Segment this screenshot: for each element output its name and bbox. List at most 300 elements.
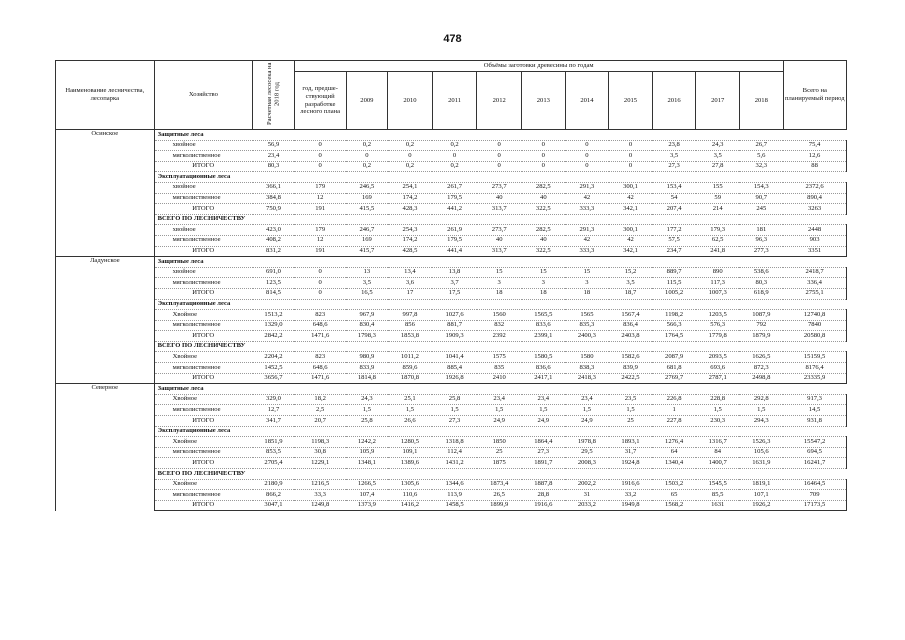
volume-value: 838,3 xyxy=(565,363,609,374)
volume-value: 26,7 xyxy=(739,140,783,151)
volume-value: 24,9 xyxy=(522,416,566,427)
volume-value: 1926,8 xyxy=(432,373,477,384)
table-row xyxy=(56,490,847,501)
volume-value: 1373,9 xyxy=(346,500,388,511)
section-row xyxy=(56,426,847,437)
volume-value: 27,8 xyxy=(696,161,740,172)
volume-value: 273,7 xyxy=(477,182,522,193)
total-value: 15159,5 xyxy=(783,352,846,363)
volume-value: 1567,4 xyxy=(609,310,653,321)
volume-value: 254,1 xyxy=(388,182,433,193)
volume-value: 18 xyxy=(522,288,566,299)
volume-value: 31 xyxy=(565,490,609,501)
volume-value: 333,3 xyxy=(565,246,609,257)
forestry-name: Ладунское xyxy=(56,257,155,384)
section-title: ВСЕГО ПО ЛЕСНИЧЕСТВУ xyxy=(154,214,846,225)
volume-value: 0 xyxy=(477,161,522,172)
volume-value: 1,5 xyxy=(739,405,783,416)
total-value: 88 xyxy=(783,161,846,172)
volume-value: 0 xyxy=(294,288,346,299)
volume-value: 1568,2 xyxy=(652,500,696,511)
section-title: Защитные леса xyxy=(154,257,846,268)
species-type: хвойное xyxy=(154,182,253,193)
volume-value: 1891,7 xyxy=(522,458,566,469)
volume-value: 5,6 xyxy=(739,151,783,162)
volume-value: 18,2 xyxy=(294,394,346,405)
volume-value: 342,1 xyxy=(609,204,653,215)
volume-value: 40 xyxy=(522,235,566,246)
allowable-cut-value: 1329,0 xyxy=(253,320,295,331)
total-value: 890,4 xyxy=(783,193,846,204)
section-row xyxy=(56,384,847,395)
volume-value: 179,3 xyxy=(696,225,740,236)
volume-value: 823 xyxy=(294,310,346,321)
volume-value: 300,1 xyxy=(609,182,653,193)
volume-value: 428,3 xyxy=(388,204,433,215)
volume-value: 1,5 xyxy=(696,405,740,416)
volume-value: 25 xyxy=(609,416,653,427)
table-row xyxy=(56,151,847,162)
volume-value: 0 xyxy=(565,161,609,172)
volume-value: 1280,5 xyxy=(388,437,433,448)
species-type: Хвойное xyxy=(154,352,253,363)
header-forestry: Наименование лесничества, лесопарка xyxy=(56,61,155,130)
species-type: мягколиственное xyxy=(154,363,253,374)
allowable-cut-value: 814,5 xyxy=(253,288,295,299)
total-value: 2755,1 xyxy=(783,288,846,299)
allowable-cut-value: 384,8 xyxy=(253,193,295,204)
volume-value: 25,8 xyxy=(432,394,477,405)
volume-value: 177,2 xyxy=(652,225,696,236)
volume-value: 3,5 xyxy=(346,278,388,289)
total-value: 16464,5 xyxy=(783,479,846,490)
volume-value: 282,5 xyxy=(522,182,566,193)
section-row xyxy=(56,341,847,352)
volume-value: 2087,9 xyxy=(652,352,696,363)
volume-value: 980,9 xyxy=(346,352,388,363)
volume-value: 18 xyxy=(477,288,522,299)
volume-value: 0 xyxy=(522,151,566,162)
header-volumes-by-year: Объёмы заготовки древесины по годам xyxy=(294,61,783,72)
volume-value: 246,5 xyxy=(346,182,388,193)
volume-value: 13 xyxy=(346,267,388,278)
table-row xyxy=(56,479,847,490)
total-row xyxy=(56,373,847,384)
table-body xyxy=(56,130,847,511)
volume-value: 191 xyxy=(294,204,346,215)
volume-value: 415,7 xyxy=(346,246,388,257)
volume-value: 2769,7 xyxy=(652,373,696,384)
volume-value: 2498,8 xyxy=(739,373,783,384)
volume-value: 0 xyxy=(294,140,346,151)
species-type: Хвойное xyxy=(154,310,253,321)
allowable-cut-value: 2180,9 xyxy=(253,479,295,490)
volume-value: 856 xyxy=(388,320,433,331)
volume-value: 227,8 xyxy=(652,416,696,427)
section-title: ВСЕГО ПО ЛЕСНИЧЕСТВУ xyxy=(154,341,846,352)
volume-value: 1870,8 xyxy=(388,373,433,384)
volume-value: 181 xyxy=(739,225,783,236)
volume-value: 3 xyxy=(522,278,566,289)
volume-value: 415,5 xyxy=(346,204,388,215)
volume-value: 1,5 xyxy=(609,405,653,416)
species-type: хвойное xyxy=(154,140,253,151)
total-value: 3351 xyxy=(783,246,846,257)
volume-value: 1007,3 xyxy=(696,288,740,299)
species-type: мягколиственное xyxy=(154,278,253,289)
volume-value: 428,5 xyxy=(388,246,433,257)
species-type: ИТОГО xyxy=(154,204,253,215)
volume-value: 1582,6 xyxy=(609,352,653,363)
volume-value: 1978,8 xyxy=(565,437,609,448)
table-row xyxy=(56,140,847,151)
total-value: 17173,5 xyxy=(783,500,846,511)
volume-value: 2,5 xyxy=(294,405,346,416)
volume-value: 1631 xyxy=(696,500,740,511)
total-value: 12740,8 xyxy=(783,310,846,321)
volume-value: 836,4 xyxy=(609,320,653,331)
volume-value: 1887,8 xyxy=(522,479,566,490)
allowable-cut-value: 80,3 xyxy=(253,161,295,172)
volume-value: 1560 xyxy=(477,310,522,321)
volume-value: 110,6 xyxy=(388,490,433,501)
volume-value: 2787,1 xyxy=(696,373,740,384)
allowable-cut-value: 329,0 xyxy=(253,394,295,405)
volume-value: 1242,2 xyxy=(346,437,388,448)
total-value: 15547,2 xyxy=(783,437,846,448)
table-row xyxy=(56,182,847,193)
volume-value: 277,3 xyxy=(739,246,783,257)
table-row xyxy=(56,447,847,458)
table-row xyxy=(56,352,847,363)
volume-value: 245 xyxy=(739,204,783,215)
section-title: Эксплуатационные леса xyxy=(154,299,846,310)
volume-value: 1526,3 xyxy=(739,437,783,448)
header-year: 2011 xyxy=(432,72,477,130)
volume-value: 64 xyxy=(652,447,696,458)
header-year: 2013 xyxy=(522,72,566,130)
volume-value: 23,8 xyxy=(652,140,696,151)
total-row xyxy=(56,288,847,299)
volume-value: 1850 xyxy=(477,437,522,448)
allowable-cut-value: 866,2 xyxy=(253,490,295,501)
volume-value: 228,8 xyxy=(696,394,740,405)
volume-value: 881,7 xyxy=(432,320,477,331)
volume-value: 833,6 xyxy=(522,320,566,331)
volume-value: 0 xyxy=(609,140,653,151)
volume-value: 15 xyxy=(477,267,522,278)
volume-value: 169 xyxy=(346,235,388,246)
volume-value: 13,8 xyxy=(432,267,477,278)
volume-value: 2392 xyxy=(477,331,522,342)
volume-value: 179 xyxy=(294,182,346,193)
total-row xyxy=(56,416,847,427)
header-year: 2012 xyxy=(477,72,522,130)
total-row xyxy=(56,458,847,469)
volume-value: 27,3 xyxy=(432,416,477,427)
volume-value: 57,5 xyxy=(652,235,696,246)
volume-value: 1,5 xyxy=(346,405,388,416)
volume-value: 12 xyxy=(294,235,346,246)
volume-value: 1087,9 xyxy=(739,310,783,321)
volume-value: 105,9 xyxy=(346,447,388,458)
volume-value: 54 xyxy=(652,193,696,204)
volume-value: 1565 xyxy=(565,310,609,321)
table-row xyxy=(56,310,847,321)
volume-value: 859,6 xyxy=(388,363,433,374)
volume-value: 3 xyxy=(565,278,609,289)
volume-value: 1565,5 xyxy=(522,310,566,321)
volume-value: 1216,5 xyxy=(294,479,346,490)
volume-value: 117,3 xyxy=(696,278,740,289)
species-type: мягколиственное xyxy=(154,447,253,458)
volume-value: 2418,3 xyxy=(565,373,609,384)
table-row xyxy=(56,394,847,405)
allowable-cut-value: 2204,2 xyxy=(253,352,295,363)
total-row xyxy=(56,204,847,215)
species-type: Хвойное xyxy=(154,479,253,490)
volume-value: 273,7 xyxy=(477,225,522,236)
volume-value: 31,7 xyxy=(609,447,653,458)
volume-value: 792 xyxy=(739,320,783,331)
species-type: ИТОГО xyxy=(154,416,253,427)
allowable-cut-value: 123,5 xyxy=(253,278,295,289)
header-allowable-cut xyxy=(253,61,295,130)
volume-value: 2422,5 xyxy=(609,373,653,384)
volume-value: 174,2 xyxy=(388,235,433,246)
species-type: мягколиственное xyxy=(154,235,253,246)
volume-value: 27,3 xyxy=(522,447,566,458)
volume-value: 1779,8 xyxy=(696,331,740,342)
total-value: 23335,9 xyxy=(783,373,846,384)
volume-value: 1389,6 xyxy=(388,458,433,469)
page-number: 478 xyxy=(443,33,462,45)
volume-value: 889,7 xyxy=(652,267,696,278)
volume-value: 115,5 xyxy=(652,278,696,289)
volume-value: 1,5 xyxy=(388,405,433,416)
volume-value: 107,4 xyxy=(346,490,388,501)
volume-value: 291,3 xyxy=(565,225,609,236)
total-row xyxy=(56,161,847,172)
volume-value: 1348,1 xyxy=(346,458,388,469)
volume-value: 112,4 xyxy=(432,447,477,458)
volume-value: 90,7 xyxy=(739,193,783,204)
volume-value: 1764,5 xyxy=(652,331,696,342)
volume-value: 1344,6 xyxy=(432,479,477,490)
total-value: 7840 xyxy=(783,320,846,331)
volume-value: 16,5 xyxy=(346,288,388,299)
volume-value: 1203,5 xyxy=(696,310,740,321)
volume-value: 230,3 xyxy=(696,416,740,427)
volume-value: 33,3 xyxy=(294,490,346,501)
volume-value: 1626,5 xyxy=(739,352,783,363)
volume-value: 25 xyxy=(477,447,522,458)
forestry-name: Осинское xyxy=(56,130,155,257)
volume-value: 214 xyxy=(696,204,740,215)
volume-value: 0 xyxy=(477,151,522,162)
volume-value: 836,6 xyxy=(522,363,566,374)
volume-value: 42 xyxy=(609,235,653,246)
volume-value: 1503,2 xyxy=(652,479,696,490)
header-prev-year: год, предше-ствующий разработке лесного плана xyxy=(294,72,346,130)
volume-value: 23,4 xyxy=(522,394,566,405)
species-type: ИТОГО xyxy=(154,288,253,299)
volume-value: 3 xyxy=(477,278,522,289)
volume-value: 1926,2 xyxy=(739,500,783,511)
harvest-volume-table xyxy=(55,60,847,511)
volume-value: 25,1 xyxy=(388,394,433,405)
volume-value: 15 xyxy=(522,267,566,278)
volume-value: 322,5 xyxy=(522,204,566,215)
total-value: 3263 xyxy=(783,204,846,215)
volume-value: 1899,9 xyxy=(477,500,522,511)
volume-value: 1041,4 xyxy=(432,352,477,363)
total-value: 20580,8 xyxy=(783,331,846,342)
volume-value: 13,4 xyxy=(388,267,433,278)
volume-value: 2410 xyxy=(477,373,522,384)
table-row xyxy=(56,405,847,416)
species-type: ИТОГО xyxy=(154,161,253,172)
total-value: 12,6 xyxy=(783,151,846,162)
table-row xyxy=(56,363,847,374)
volume-value: 153,4 xyxy=(652,182,696,193)
volume-value: 261,9 xyxy=(432,225,477,236)
volume-value: 0,2 xyxy=(388,140,433,151)
volume-value: 566,3 xyxy=(652,320,696,331)
section-row xyxy=(56,469,847,480)
volume-value: 1400,7 xyxy=(696,458,740,469)
volume-value: 0 xyxy=(294,278,346,289)
section-title: Эксплуатационные леса xyxy=(154,426,846,437)
volume-value: 1879,9 xyxy=(739,331,783,342)
volume-value: 0 xyxy=(609,161,653,172)
table-row xyxy=(56,320,847,331)
volume-value: 2008,3 xyxy=(565,458,609,469)
section-row xyxy=(56,299,847,310)
volume-value: 234,7 xyxy=(652,246,696,257)
volume-value: 967,9 xyxy=(346,310,388,321)
volume-value: 96,3 xyxy=(739,235,783,246)
allowable-cut-value: 1851,9 xyxy=(253,437,295,448)
total-value: 75,4 xyxy=(783,140,846,151)
volume-value: 241,8 xyxy=(696,246,740,257)
volume-value: 174,2 xyxy=(388,193,433,204)
volume-value: 830,4 xyxy=(346,320,388,331)
allowable-cut-value: 56,9 xyxy=(253,140,295,151)
section-row xyxy=(56,214,847,225)
volume-value: 15,2 xyxy=(609,267,653,278)
volume-value: 1340,4 xyxy=(652,458,696,469)
volume-value: 24,9 xyxy=(565,416,609,427)
volume-value: 0,2 xyxy=(388,161,433,172)
species-type: ИТОГО xyxy=(154,500,253,511)
volume-value: 33,2 xyxy=(609,490,653,501)
volume-value: 20,7 xyxy=(294,416,346,427)
volume-value: 313,7 xyxy=(477,204,522,215)
total-value: 14,5 xyxy=(783,405,846,416)
allowable-cut-value: 366,1 xyxy=(253,182,295,193)
volume-value: 25,8 xyxy=(346,416,388,427)
volume-value: 62,5 xyxy=(696,235,740,246)
volume-value: 26,5 xyxy=(477,490,522,501)
volume-value: 0,2 xyxy=(346,161,388,172)
volume-value: 1,5 xyxy=(432,405,477,416)
section-title: Защитные леса xyxy=(154,130,846,141)
volume-value: 261,7 xyxy=(432,182,477,193)
header-year: 2015 xyxy=(609,72,653,130)
volume-value: 1814,8 xyxy=(346,373,388,384)
volume-value: 1819,1 xyxy=(739,479,783,490)
volume-value: 313,7 xyxy=(477,246,522,257)
volume-value: 618,9 xyxy=(739,288,783,299)
volume-value: 28,8 xyxy=(522,490,566,501)
volume-value: 1798,3 xyxy=(346,331,388,342)
volume-value: 833,9 xyxy=(346,363,388,374)
volume-value: 1 xyxy=(652,405,696,416)
volume-value: 1249,8 xyxy=(294,500,346,511)
volume-value: 648,6 xyxy=(294,320,346,331)
total-value: 2418,7 xyxy=(783,267,846,278)
section-title: Эксплуатационные леса xyxy=(154,172,846,183)
volume-value: 1027,6 xyxy=(432,310,477,321)
allowable-cut-value: 341,7 xyxy=(253,416,295,427)
volume-value: 155 xyxy=(696,182,740,193)
volume-value: 24,3 xyxy=(346,394,388,405)
volume-value: 23,4 xyxy=(477,394,522,405)
volume-value: 1198,3 xyxy=(294,437,346,448)
volume-value: 2403,8 xyxy=(609,331,653,342)
volume-value: 254,3 xyxy=(388,225,433,236)
volume-value: 0 xyxy=(388,151,433,162)
volume-value: 105,6 xyxy=(739,447,783,458)
volume-value: 3,7 xyxy=(432,278,477,289)
volume-value: 40 xyxy=(477,235,522,246)
volume-value: 291,3 xyxy=(565,182,609,193)
volume-value: 322,5 xyxy=(522,246,566,257)
volume-value: 1949,8 xyxy=(609,500,653,511)
volume-value: 2093,5 xyxy=(696,352,740,363)
volume-value: 2400,3 xyxy=(565,331,609,342)
volume-value: 681,8 xyxy=(652,363,696,374)
table-row xyxy=(56,225,847,236)
volume-value: 823 xyxy=(294,352,346,363)
section-title: ВСЕГО ПО ЛЕСНИЧЕСТВУ xyxy=(154,469,846,480)
allowable-cut-value: 1513,2 xyxy=(253,310,295,321)
species-type: ИТОГО xyxy=(154,331,253,342)
volume-value: 179 xyxy=(294,225,346,236)
volume-value: 85,5 xyxy=(696,490,740,501)
total-value: 8176,4 xyxy=(783,363,846,374)
volume-value: 29,5 xyxy=(565,447,609,458)
volume-value: 154,3 xyxy=(739,182,783,193)
volume-value: 0 xyxy=(477,140,522,151)
table-row xyxy=(56,278,847,289)
section-row xyxy=(56,257,847,268)
volume-value: 2033,2 xyxy=(565,500,609,511)
volume-value: 179,5 xyxy=(432,235,477,246)
allowable-cut-value: 3656,7 xyxy=(253,373,295,384)
volume-value: 1276,4 xyxy=(652,437,696,448)
header-year: 2017 xyxy=(696,72,740,130)
volume-value: 1011,2 xyxy=(388,352,433,363)
species-type: Хвойное xyxy=(154,437,253,448)
volume-value: 27,3 xyxy=(652,161,696,172)
volume-value: 1005,2 xyxy=(652,288,696,299)
volume-value: 0 xyxy=(565,151,609,162)
volume-value: 890 xyxy=(696,267,740,278)
volume-value: 1316,7 xyxy=(696,437,740,448)
volume-value: 538,6 xyxy=(739,267,783,278)
